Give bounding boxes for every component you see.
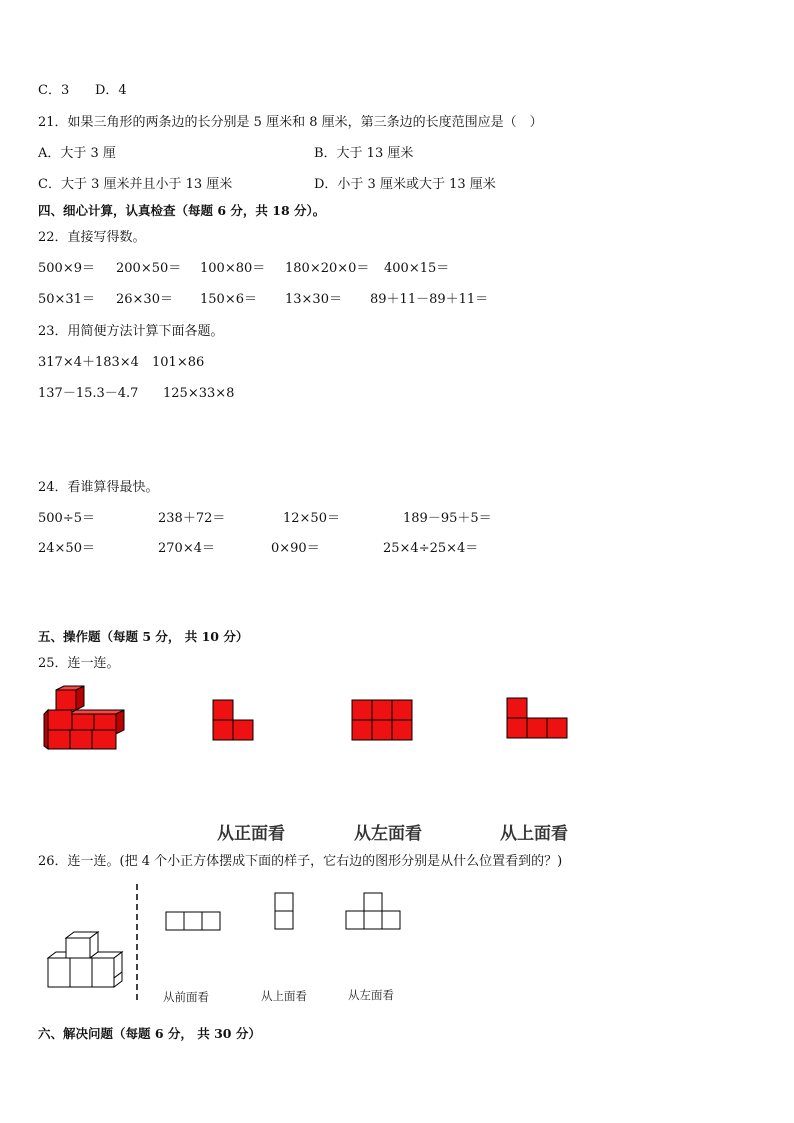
q26-view-label: 从前面看 bbox=[163, 990, 209, 1004]
q25-view-label: 从左面看 bbox=[354, 824, 422, 844]
q22-item: 50×31＝ bbox=[38, 292, 95, 307]
q20-option-d: D．4 bbox=[95, 83, 127, 98]
q21-stem: 21．如果三角形的两条边的长分别是 5 厘米和 8 厘米，第三条边的长度范围应是（ ） bbox=[38, 115, 543, 130]
q26-stem: 26．连一连。(把 4 个小正方体摆成下面的样子，它右边的图形分别是从什么位置看到的？) bbox=[38, 854, 563, 869]
section6-title: 六、解决问题（每题 6 分， 共 30 分） bbox=[38, 1026, 261, 1041]
q24-item: 0×90＝ bbox=[271, 541, 320, 556]
q25-view-shape-2 bbox=[351, 699, 415, 743]
q23-item: 317×4＋183×4 bbox=[38, 355, 139, 370]
q22-item: 500×9＝ bbox=[38, 261, 95, 276]
q25-stem: 25．连一连。 bbox=[38, 656, 120, 671]
q25-view-shape-3 bbox=[506, 697, 570, 741]
q22-item: 89＋11－89＋11＝ bbox=[370, 292, 489, 307]
dashed-divider bbox=[135, 884, 139, 1002]
q22-item: 400×15＝ bbox=[384, 261, 450, 276]
q26-view-label: 从左面看 bbox=[348, 988, 394, 1002]
q26-3d-cube-figure bbox=[44, 930, 128, 990]
q22-item: 150×6＝ bbox=[200, 292, 257, 307]
q22-stem: 22．直接写得数。 bbox=[38, 230, 146, 245]
q26-view-shape-2 bbox=[274, 892, 296, 932]
q23-item: 101×86 bbox=[152, 355, 205, 370]
q23-item: 125×33×8 bbox=[163, 386, 235, 401]
q23-stem: 23．用简便方法计算下面各题。 bbox=[38, 324, 224, 339]
q26-view-shape-1 bbox=[165, 911, 223, 933]
section5-title: 五、操作题（每题 5 分， 共 10 分） bbox=[38, 629, 249, 644]
q24-stem: 24．看谁算得最快。 bbox=[38, 480, 159, 495]
q22-item: 26×30＝ bbox=[116, 292, 173, 307]
q24-item: 25×4÷25×4＝ bbox=[383, 541, 479, 556]
q25-view-shape-1 bbox=[212, 699, 256, 743]
q25-3d-cube-figure bbox=[44, 686, 128, 750]
section4-title: 四、细心计算，认真检查（每题 6 分，共 18 分）。 bbox=[38, 203, 326, 218]
q26-view-label: 从上面看 bbox=[261, 989, 307, 1003]
q24-item: 238＋72＝ bbox=[158, 511, 226, 526]
q22-item: 13×30＝ bbox=[285, 292, 342, 307]
q21-option-c: C．大于 3 厘米并且小于 13 厘米 bbox=[38, 177, 233, 192]
q26-view-shape-3 bbox=[345, 892, 403, 932]
q24-item: 500÷5＝ bbox=[38, 511, 95, 526]
q24-item: 189－95＋5＝ bbox=[403, 511, 492, 526]
q25-view-label: 从正面看 bbox=[217, 824, 285, 844]
q21-option-b: B．大于 13 厘米 bbox=[314, 146, 414, 161]
q22-item: 200×50＝ bbox=[116, 261, 182, 276]
q22-item: 180×20×0＝ bbox=[285, 261, 370, 276]
q21-option-a: A．大于 3 厘 bbox=[38, 146, 116, 161]
q20-option-c: C．3 bbox=[38, 83, 70, 98]
q25-view-label: 从上面看 bbox=[500, 824, 568, 844]
q24-item: 24×50＝ bbox=[38, 541, 95, 556]
q24-item: 270×4＝ bbox=[158, 541, 215, 556]
q24-item: 12×50＝ bbox=[283, 511, 340, 526]
q21-option-d: D．小于 3 厘米或大于 13 厘米 bbox=[314, 177, 496, 192]
q23-item: 137－15.3－4.7 bbox=[38, 386, 139, 401]
q22-item: 100×80＝ bbox=[200, 261, 266, 276]
